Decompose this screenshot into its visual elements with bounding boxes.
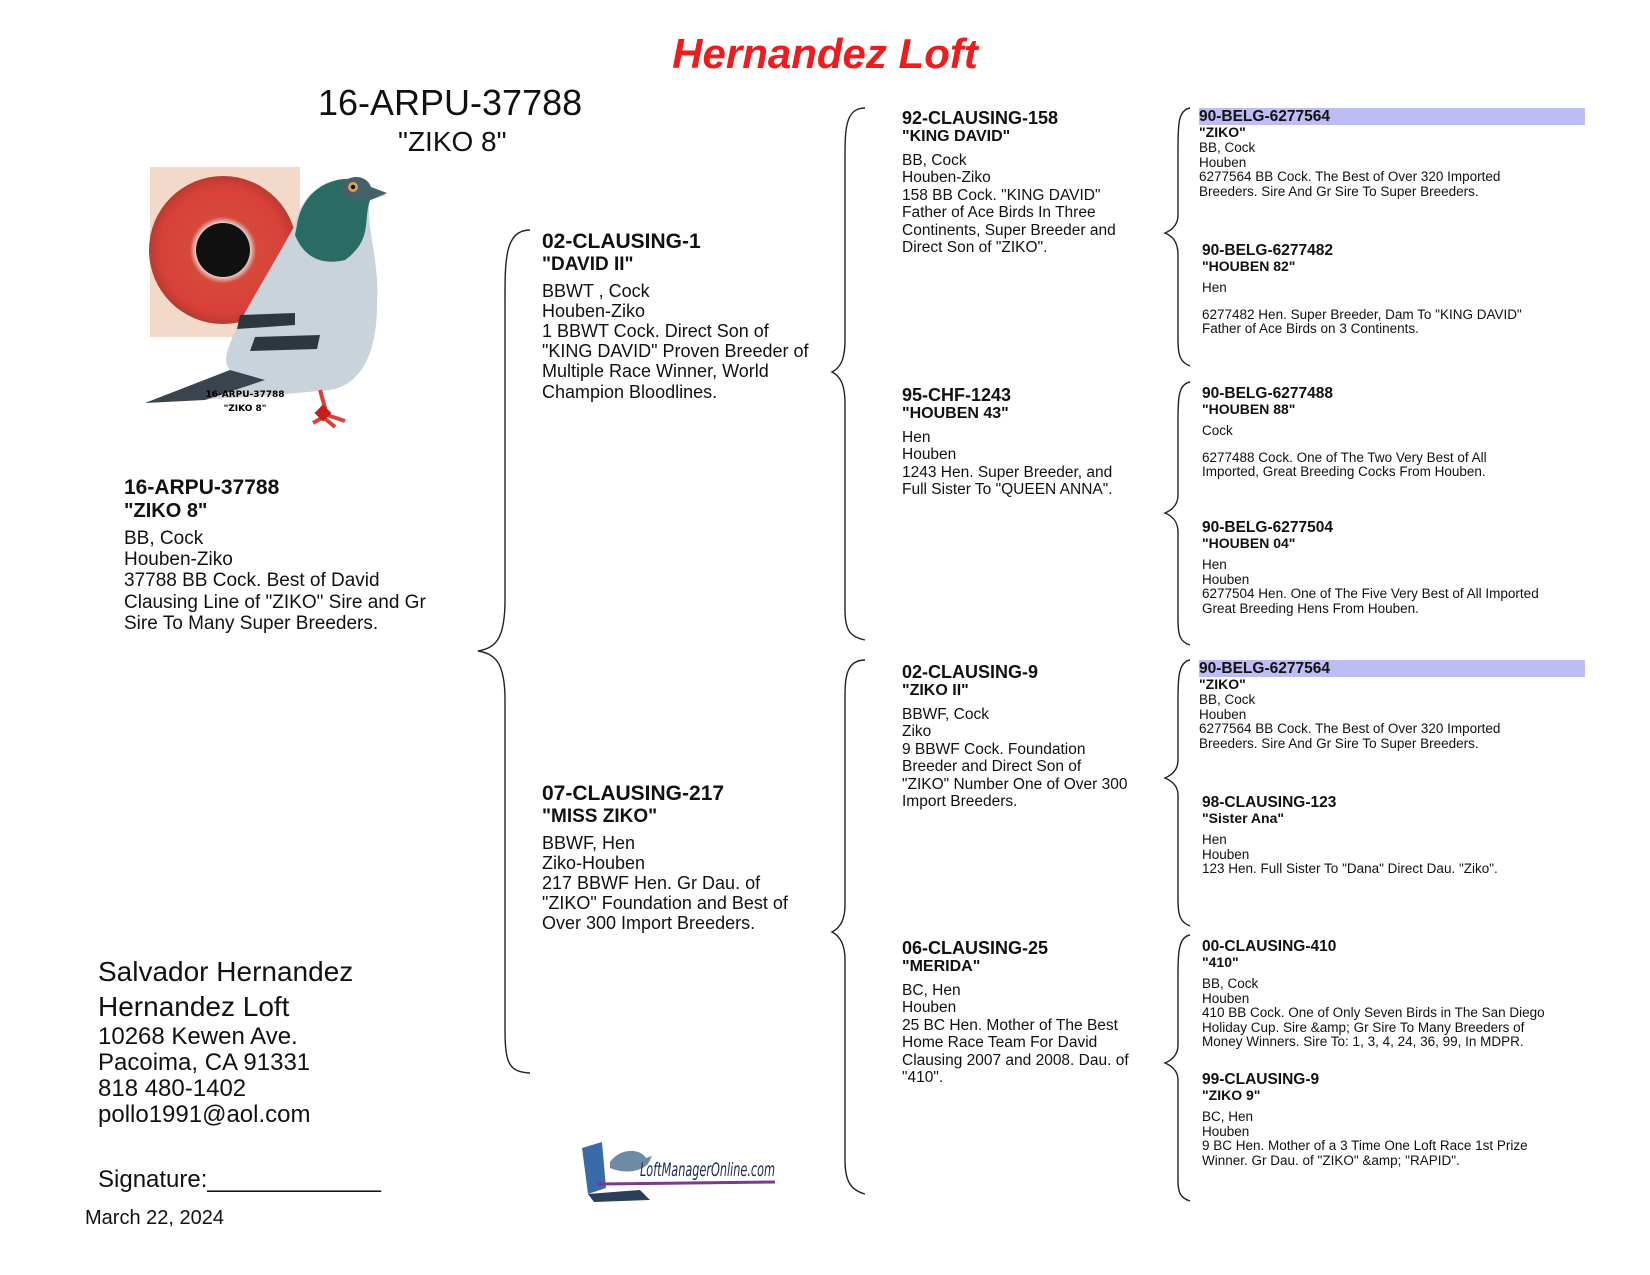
great-grandparent-line: Holiday Cup. Sire &amp; Gr Sire To Many Breeders of [1202, 1019, 1525, 1035]
bracket-sire [832, 108, 865, 640]
great-grandparent-line: 410 BB Cock. One of Only Seven Birds in The San Diego [1202, 1005, 1545, 1021]
grandparent-name: "ZIKO II" [902, 682, 969, 700]
great-grandparent-name: "ZIKO 9" [1202, 1087, 1261, 1104]
great-grandparent-line: 123 Hen. Full Sister To "Dana" Direct Dau. "Ziko". [1202, 861, 1498, 877]
great-grandparent-line: BB, Cock [1199, 140, 1256, 156]
grandparent-line: 9 BBWF Cock. Foundation [902, 740, 1086, 758]
grandparent-record [902, 938, 1129, 1086]
grandparent-line: Hen [902, 429, 931, 447]
great-grandparent-line: Cock [1202, 423, 1233, 439]
great-grandparent-line: Hen [1202, 280, 1227, 296]
grandparent-line: Breeder and Direct Son of [902, 758, 1082, 776]
great-grandparent-name: "410" [1202, 954, 1239, 971]
great-grandparent-line: Imported, Great Breeding Cocks From Houben. [1202, 464, 1486, 480]
great-grandparent-line: 6277564 BB Cock. The Best of Over 320 Imported [1199, 169, 1501, 185]
grandparent-line: Full Sister To "QUEEN ANNA". [902, 481, 1113, 499]
great-grandparent-line: BC, Hen [1202, 1109, 1254, 1125]
great-grandparent-line: Great Breeding Hens From Houben. [1202, 600, 1419, 616]
great-grandparent-record [1199, 108, 1585, 199]
dam-name: "MISS ZIKO" [542, 805, 658, 827]
grandparent-line: Clausing 2007 and 2008. Dau. of [902, 1051, 1129, 1069]
bracket-subject [478, 230, 530, 1073]
owner-email: pollo1991@aol.com [98, 1101, 311, 1129]
subject-line: BB, Cock [124, 527, 204, 549]
great-grandparent-line: 6277504 Hen. One of The Five Very Best of All Imported [1202, 586, 1539, 602]
grandparent-ring: 06-CLAUSING-25 [902, 938, 1049, 958]
sire-record [542, 230, 809, 402]
bracket-dam [832, 660, 865, 1194]
great-grandparent-ring: 00-CLAUSING-410 [1202, 938, 1337, 955]
sire-line: BBWT , Cock [542, 280, 650, 301]
grandparent-line: 25 BC Hen. Mother of The Best [902, 1016, 1118, 1034]
subject-record [124, 476, 426, 634]
grandparent-record [902, 385, 1113, 499]
great-grandparent-name: "HOUBEN 82" [1202, 258, 1296, 275]
grandparent-line: Continents, Super Breeder and [902, 221, 1116, 239]
grandparent-line: "ZIKO" Number One of Over 300 [902, 775, 1128, 793]
great-grandparent-name: "ZIKO" [1199, 124, 1246, 141]
dam-ring: 07-CLAUSING-217 [542, 782, 725, 805]
grandparent-line: Houben-Ziko [902, 169, 991, 187]
dam-line: 217 BBWF Hen. Gr Dau. of [542, 873, 761, 894]
dam-line: BBWF, Hen [542, 832, 636, 853]
grandparent-ring: 02-CLAUSING-9 [902, 662, 1039, 682]
grandparent-line: BB, Cock [902, 152, 967, 170]
dam-record [542, 782, 788, 934]
great-grandparent-line: Winner. Gr Dau. of "ZIKO" &amp; "RAPID". [1202, 1152, 1460, 1168]
sire-line: Multiple Race Winner, World [542, 361, 769, 382]
bracket-gp2 [1165, 382, 1190, 645]
subject-ring: 16-ARPU-37788 [124, 476, 280, 499]
great-grandparent-line: 9 BC Hen. Mother of a 3 Time One Loft Race 1st Prize [1202, 1138, 1528, 1154]
owner-address1: 10268 Kewen Ave. [98, 1023, 298, 1051]
great-grandparent-line: 6277564 BB Cock. The Best of Over 320 Imported [1199, 721, 1501, 737]
sire-line: Champion Bloodlines. [542, 381, 718, 402]
great-grandparent-line: BB, Cock [1202, 976, 1259, 992]
bracket-gp4 [1165, 935, 1190, 1201]
grandparent-line: Houben [902, 446, 957, 464]
great-grandparent-line: Breeders. Sire And Gr Sire To Super Breeders. [1199, 183, 1479, 199]
grandparent-line: Ziko [902, 723, 932, 741]
subject-line: Sire To Many Super Breeders. [124, 612, 379, 634]
laptop-screen-icon [582, 1142, 606, 1194]
loft-title: Hernandez Loft [672, 30, 978, 77]
great-grandparent-record [1202, 519, 1539, 616]
sire-name: "DAVID II" [542, 253, 634, 275]
great-grandparent-line: Houben [1202, 1123, 1250, 1139]
loftmanager-logo [580, 1138, 780, 1209]
great-grandparent-line: Hen [1202, 557, 1227, 573]
dam-line: Ziko-Houben [542, 852, 646, 873]
subject-line: 37788 BB Cock. Best of David [124, 570, 380, 592]
grandparent-line: 1243 Hen. Super Breeder, and [902, 463, 1113, 481]
great-grandparent-record [1202, 794, 1498, 877]
great-grandparent-ring: 90-BELG-6277564 [1199, 108, 1585, 125]
grandparent-ring: 92-CLAUSING-158 [902, 108, 1059, 128]
grandparent-line: 158 BB Cock. "KING DAVID" [902, 186, 1101, 204]
bracket-gp1 [1165, 108, 1190, 366]
great-grandparent-record [1202, 938, 1545, 1050]
grandparent-record [902, 108, 1116, 256]
dam-line: "ZIKO" Foundation and Best of [542, 893, 788, 914]
great-grandparent-ring: 90-BELG-6277504 [1202, 519, 1333, 536]
owner-block [98, 955, 353, 1128]
great-grandparent-line: 6277488 Cock. One of The Two Very Best of All [1202, 449, 1487, 465]
great-grandparent-line: Father of Ace Birds on 3 Continents. [1202, 321, 1419, 337]
great-grandparent-record [1202, 242, 1522, 337]
great-grandparent-line: BB, Cock [1199, 692, 1256, 708]
great-grandparent-line: Breeders. Sire And Gr Sire To Super Breeders. [1199, 735, 1479, 751]
sire-line: Houben-Ziko [542, 300, 646, 321]
print-date: March 22, 2024 [85, 1207, 224, 1229]
grandparent-line: Father of Ace Birds In Three [902, 204, 1096, 222]
grandparent-line: Direct Son of "ZIKO". [902, 238, 1048, 256]
sire-line: 1 BBWT Cock. Direct Son of [542, 321, 769, 342]
great-grandparent-ring: 99-CLAUSING-9 [1202, 1071, 1320, 1088]
logo-text: LoftManagerOnline.com [640, 1159, 775, 1181]
great-grandparent-name: "HOUBEN 04" [1202, 535, 1296, 552]
owner-address2: Pacoima, CA 91331 [98, 1049, 311, 1077]
great-grandparent-line: Houben [1199, 154, 1247, 170]
great-grandparent-line: 6277482 Hen. Super Breeder, Dam To "KING DAVID" [1202, 306, 1522, 322]
great-grandparent-line: Houben [1202, 990, 1250, 1006]
grandparent-line: BC, Hen [902, 982, 961, 1000]
grandparent-line: "410". [902, 1068, 944, 1086]
subject-line: Clausing Line of "ZIKO" Sire and Gr [124, 591, 426, 613]
owner-name: Salvador Hernandez [98, 956, 354, 987]
dam-line: Over 300 Import Breeders. [542, 913, 756, 934]
grandparent-name: "HOUBEN 43" [902, 405, 1009, 423]
subject-ring-heading: 16-ARPU-37788 [318, 82, 583, 123]
grandparent-ring: 95-CHF-1243 [902, 385, 1012, 405]
signature-line: Signature:_____________ [98, 1166, 381, 1193]
great-grandparent-line: Houben [1202, 571, 1250, 587]
bracket-gp3 [1165, 660, 1190, 926]
great-grandparent-ring: 98-CLAUSING-123 [1202, 794, 1337, 811]
great-grandparent-record [1199, 660, 1585, 751]
great-grandparent-line: Money Winners. Sire To: 1, 3, 4, 24, 36, 99, In MDPR. [1202, 1034, 1524, 1050]
great-grandparent-name: "ZIKO" [1199, 676, 1246, 693]
great-grandparent-line: Houben [1202, 846, 1250, 862]
subject-name: "ZIKO 8" [124, 499, 208, 522]
photo-caption-name: "ZIKO 8" [223, 404, 267, 414]
grandparent-line: Import Breeders. [902, 792, 1018, 810]
great-grandparent-record [1202, 1071, 1528, 1168]
great-grandparent-line: Hen [1202, 832, 1227, 848]
grandparent-record [902, 662, 1128, 810]
photo-caption-ring: 16-ARPU-37788 [205, 390, 285, 400]
grandparent-name: "MERIDA" [902, 958, 981, 976]
owner-phone: 818 480-1402 [98, 1075, 247, 1103]
grandparent-name: "KING DAVID" [902, 128, 1011, 146]
subject-name-heading: "ZIKO 8" [398, 126, 507, 157]
sire-ring: 02-CLAUSING-1 [542, 230, 701, 253]
great-grandparent-ring: 90-BELG-6277482 [1202, 242, 1333, 259]
great-grandparent-record [1202, 385, 1487, 480]
great-grandparent-ring: 90-BELG-6277488 [1202, 385, 1333, 402]
owner-loft: Hernandez Loft [98, 990, 290, 1022]
great-grandparent-line: Houben [1199, 706, 1247, 722]
great-grandparent-name: "Sister Ana" [1202, 810, 1285, 827]
great-grandparent-ring: 90-BELG-6277564 [1199, 660, 1585, 677]
great-grandparent-name: "HOUBEN 88" [1202, 401, 1296, 418]
subject-line: Houben-Ziko [124, 549, 233, 571]
grandparent-line: Home Race Team For David [902, 1034, 1098, 1052]
grandparent-line: BBWF, Cock [902, 706, 989, 724]
grandparent-line: Houben [902, 999, 957, 1017]
sire-line: "KING DAVID" Proven Breeder of [542, 341, 809, 362]
